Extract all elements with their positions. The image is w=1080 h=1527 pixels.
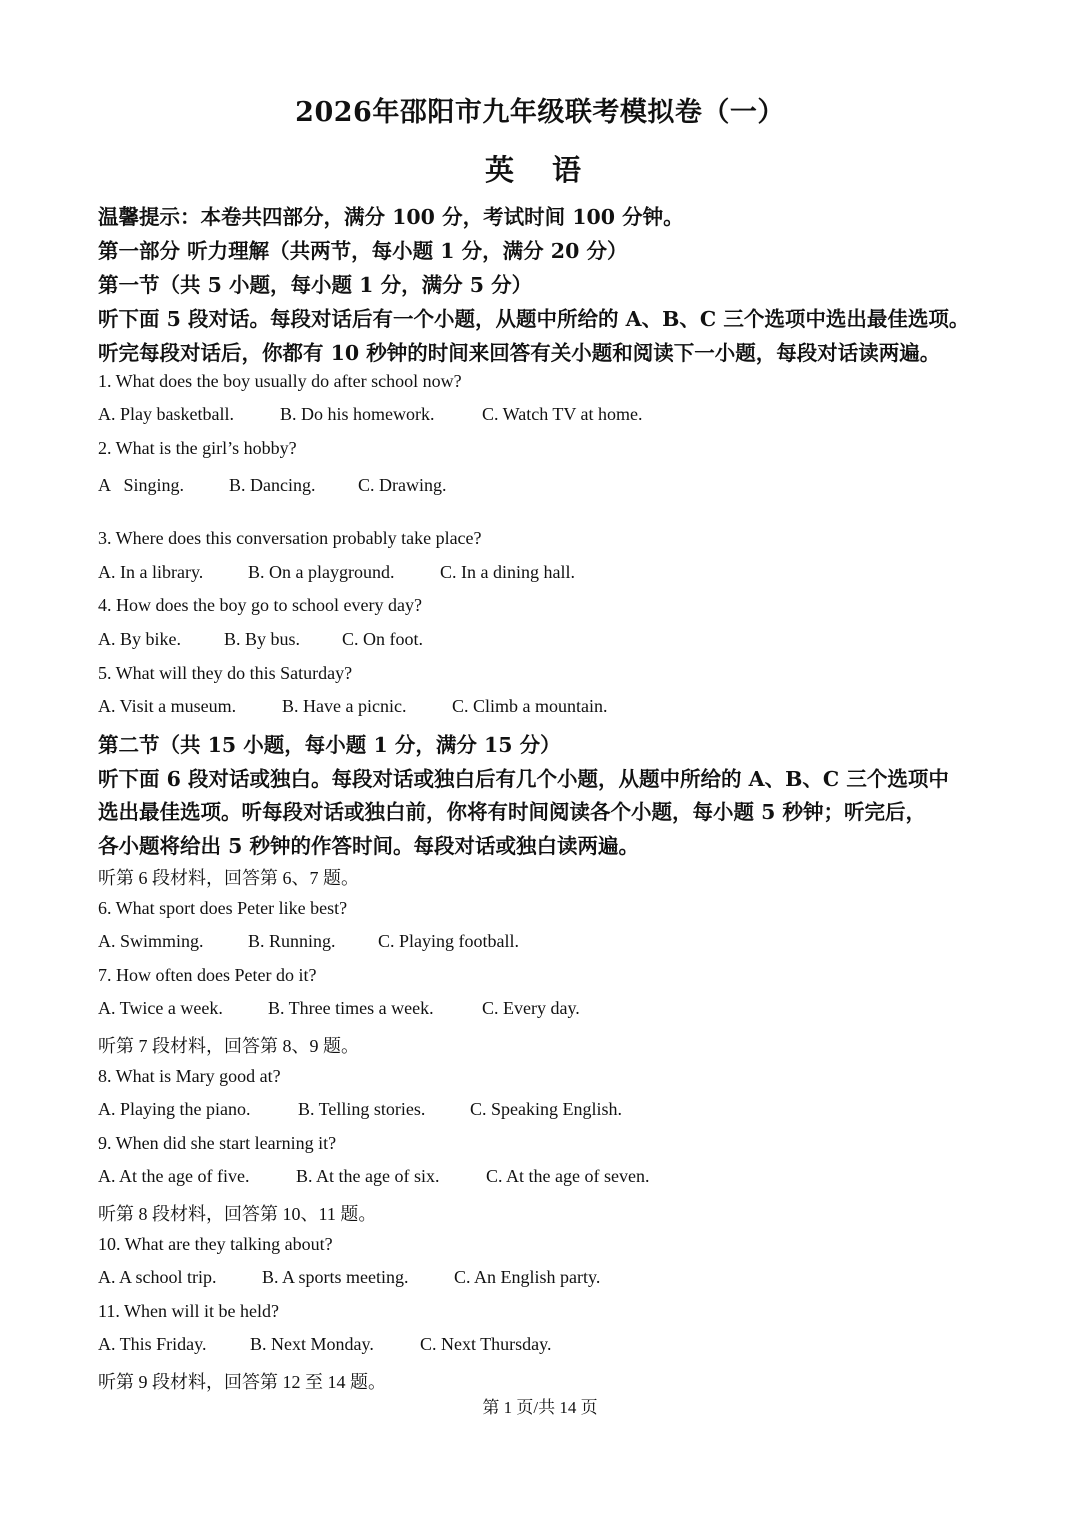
- part1-heading: 第一部分 听力理解（共两节，每小题 1 分，满分 20 分）: [98, 239, 628, 263]
- option-b: B. By bus.: [224, 629, 301, 649]
- question-2: 2. What is the girl’s hobby?: [98, 438, 297, 458]
- option-b: B. Running.: [248, 931, 336, 951]
- option-a: A. Visit a museum.: [98, 696, 237, 716]
- option-a: A. By bike.: [98, 629, 181, 649]
- option-a: A. At the age of five.: [98, 1166, 250, 1186]
- option-a: A. Play basketball.: [98, 404, 234, 424]
- option-a: A Singing.: [98, 475, 185, 495]
- option-c: C. In a dining hall.: [440, 562, 575, 582]
- question-1: 1. What does the boy usually do after school now?: [98, 371, 462, 391]
- material-8-note: 听第 8 段材料，回答第 10、11 题。: [98, 1204, 377, 1224]
- section2-instruction-1: 听下面 6 段对话或独白。每段对话或独白后有几个小题，从题中所给的 A、B、C 三个选项中: [98, 767, 949, 791]
- option-b: B. Telling stories.: [298, 1099, 426, 1119]
- option-c: C. Watch TV at home.: [482, 404, 643, 424]
- exam-tip: 温馨提示：本卷共四部分，满分 100 分，考试时间 100 分钟。: [98, 205, 684, 229]
- option-c: C. Drawing.: [358, 475, 447, 495]
- page-number: 第 1 页/共 14 页: [482, 1398, 598, 1417]
- option-a: A. A school trip.: [98, 1267, 217, 1287]
- option-a: A. This Friday.: [98, 1334, 207, 1354]
- question-7: 7. How often does Peter do it?: [98, 965, 317, 985]
- option-b: B. On a playground.: [248, 562, 395, 582]
- option-a: A. Twice a week.: [98, 998, 223, 1018]
- question-3: 3. Where does this conversation probably take place?: [98, 528, 482, 548]
- option-c: C. Climb a mountain.: [452, 696, 608, 716]
- option-c: C. Playing football.: [378, 931, 519, 951]
- question-5: 5. What will they do this Saturday?: [98, 663, 353, 683]
- question-11: 11. When will it be held?: [98, 1301, 279, 1321]
- section1-instruction-2: 听完每段对话后，你都有 10 秒钟的时间来回答有关小题和阅读下一小题，每段对话读两遍。: [98, 341, 941, 365]
- option-c: C. Every day.: [482, 998, 580, 1018]
- subject-title: 英 语: [484, 153, 596, 187]
- question-4: 4. How does the boy go to school every day?: [98, 595, 422, 615]
- option-c: C. Next Thursday.: [420, 1334, 552, 1354]
- option-b: B. Next Monday.: [250, 1334, 374, 1354]
- section1-heading: 第一节（共 5 小题，每小题 1 分，满分 5 分）: [98, 273, 533, 297]
- section2-instruction-2: 选出最佳选项。听每段对话或独白前，你将有时间阅读各个小题，每小题 5 秒钟；听完后，: [98, 800, 927, 824]
- question-10: 10. What are they talking about?: [98, 1234, 333, 1254]
- question-8: 8. What is Mary good at?: [98, 1066, 281, 1086]
- option-c: C. At the age of seven.: [486, 1166, 650, 1186]
- section2-heading: 第二节（共 15 小题，每小题 1 分，满分 15 分）: [98, 733, 561, 757]
- option-a: A. In a library.: [98, 562, 204, 582]
- option-c: C. An English party.: [454, 1267, 601, 1287]
- option-c: C. Speaking English.: [470, 1099, 622, 1119]
- material-7-note: 听第 7 段材料，回答第 8、9 题。: [98, 1036, 359, 1056]
- question-9: 9. When did she start learning it?: [98, 1133, 337, 1153]
- option-b: B. Three times a week.: [268, 998, 434, 1018]
- option-b: B. Do his homework.: [280, 404, 435, 424]
- option-c: C. On foot.: [342, 629, 423, 649]
- option-b: B. At the age of six.: [296, 1166, 440, 1186]
- section2-instruction-3: 各小题将给出 5 秒钟的作答时间。每段对话或独白读两遍。: [98, 834, 640, 858]
- option-b: B. Dancing.: [229, 475, 316, 495]
- option-b: B. Have a picnic.: [282, 696, 407, 716]
- option-b: B. A sports meeting.: [262, 1267, 409, 1287]
- material-9-note: 听第 9 段材料，回答第 12 至 14 题。: [98, 1372, 386, 1392]
- material-6-note: 听第 6 段材料，回答第 6、7 题。: [98, 868, 359, 888]
- section1-instruction-1: 听下面 5 段对话。每段对话后有一个小题，从题中所给的 A、B、C 三个选项中选出最佳选项。: [98, 307, 970, 331]
- option-a: A. Playing the piano.: [98, 1099, 251, 1119]
- exam-title: 2026年邵阳市九年级联考模拟卷（一）: [295, 97, 785, 128]
- question-6: 6. What sport does Peter like best?: [98, 898, 348, 918]
- option-a: A. Swimming.: [98, 931, 204, 951]
